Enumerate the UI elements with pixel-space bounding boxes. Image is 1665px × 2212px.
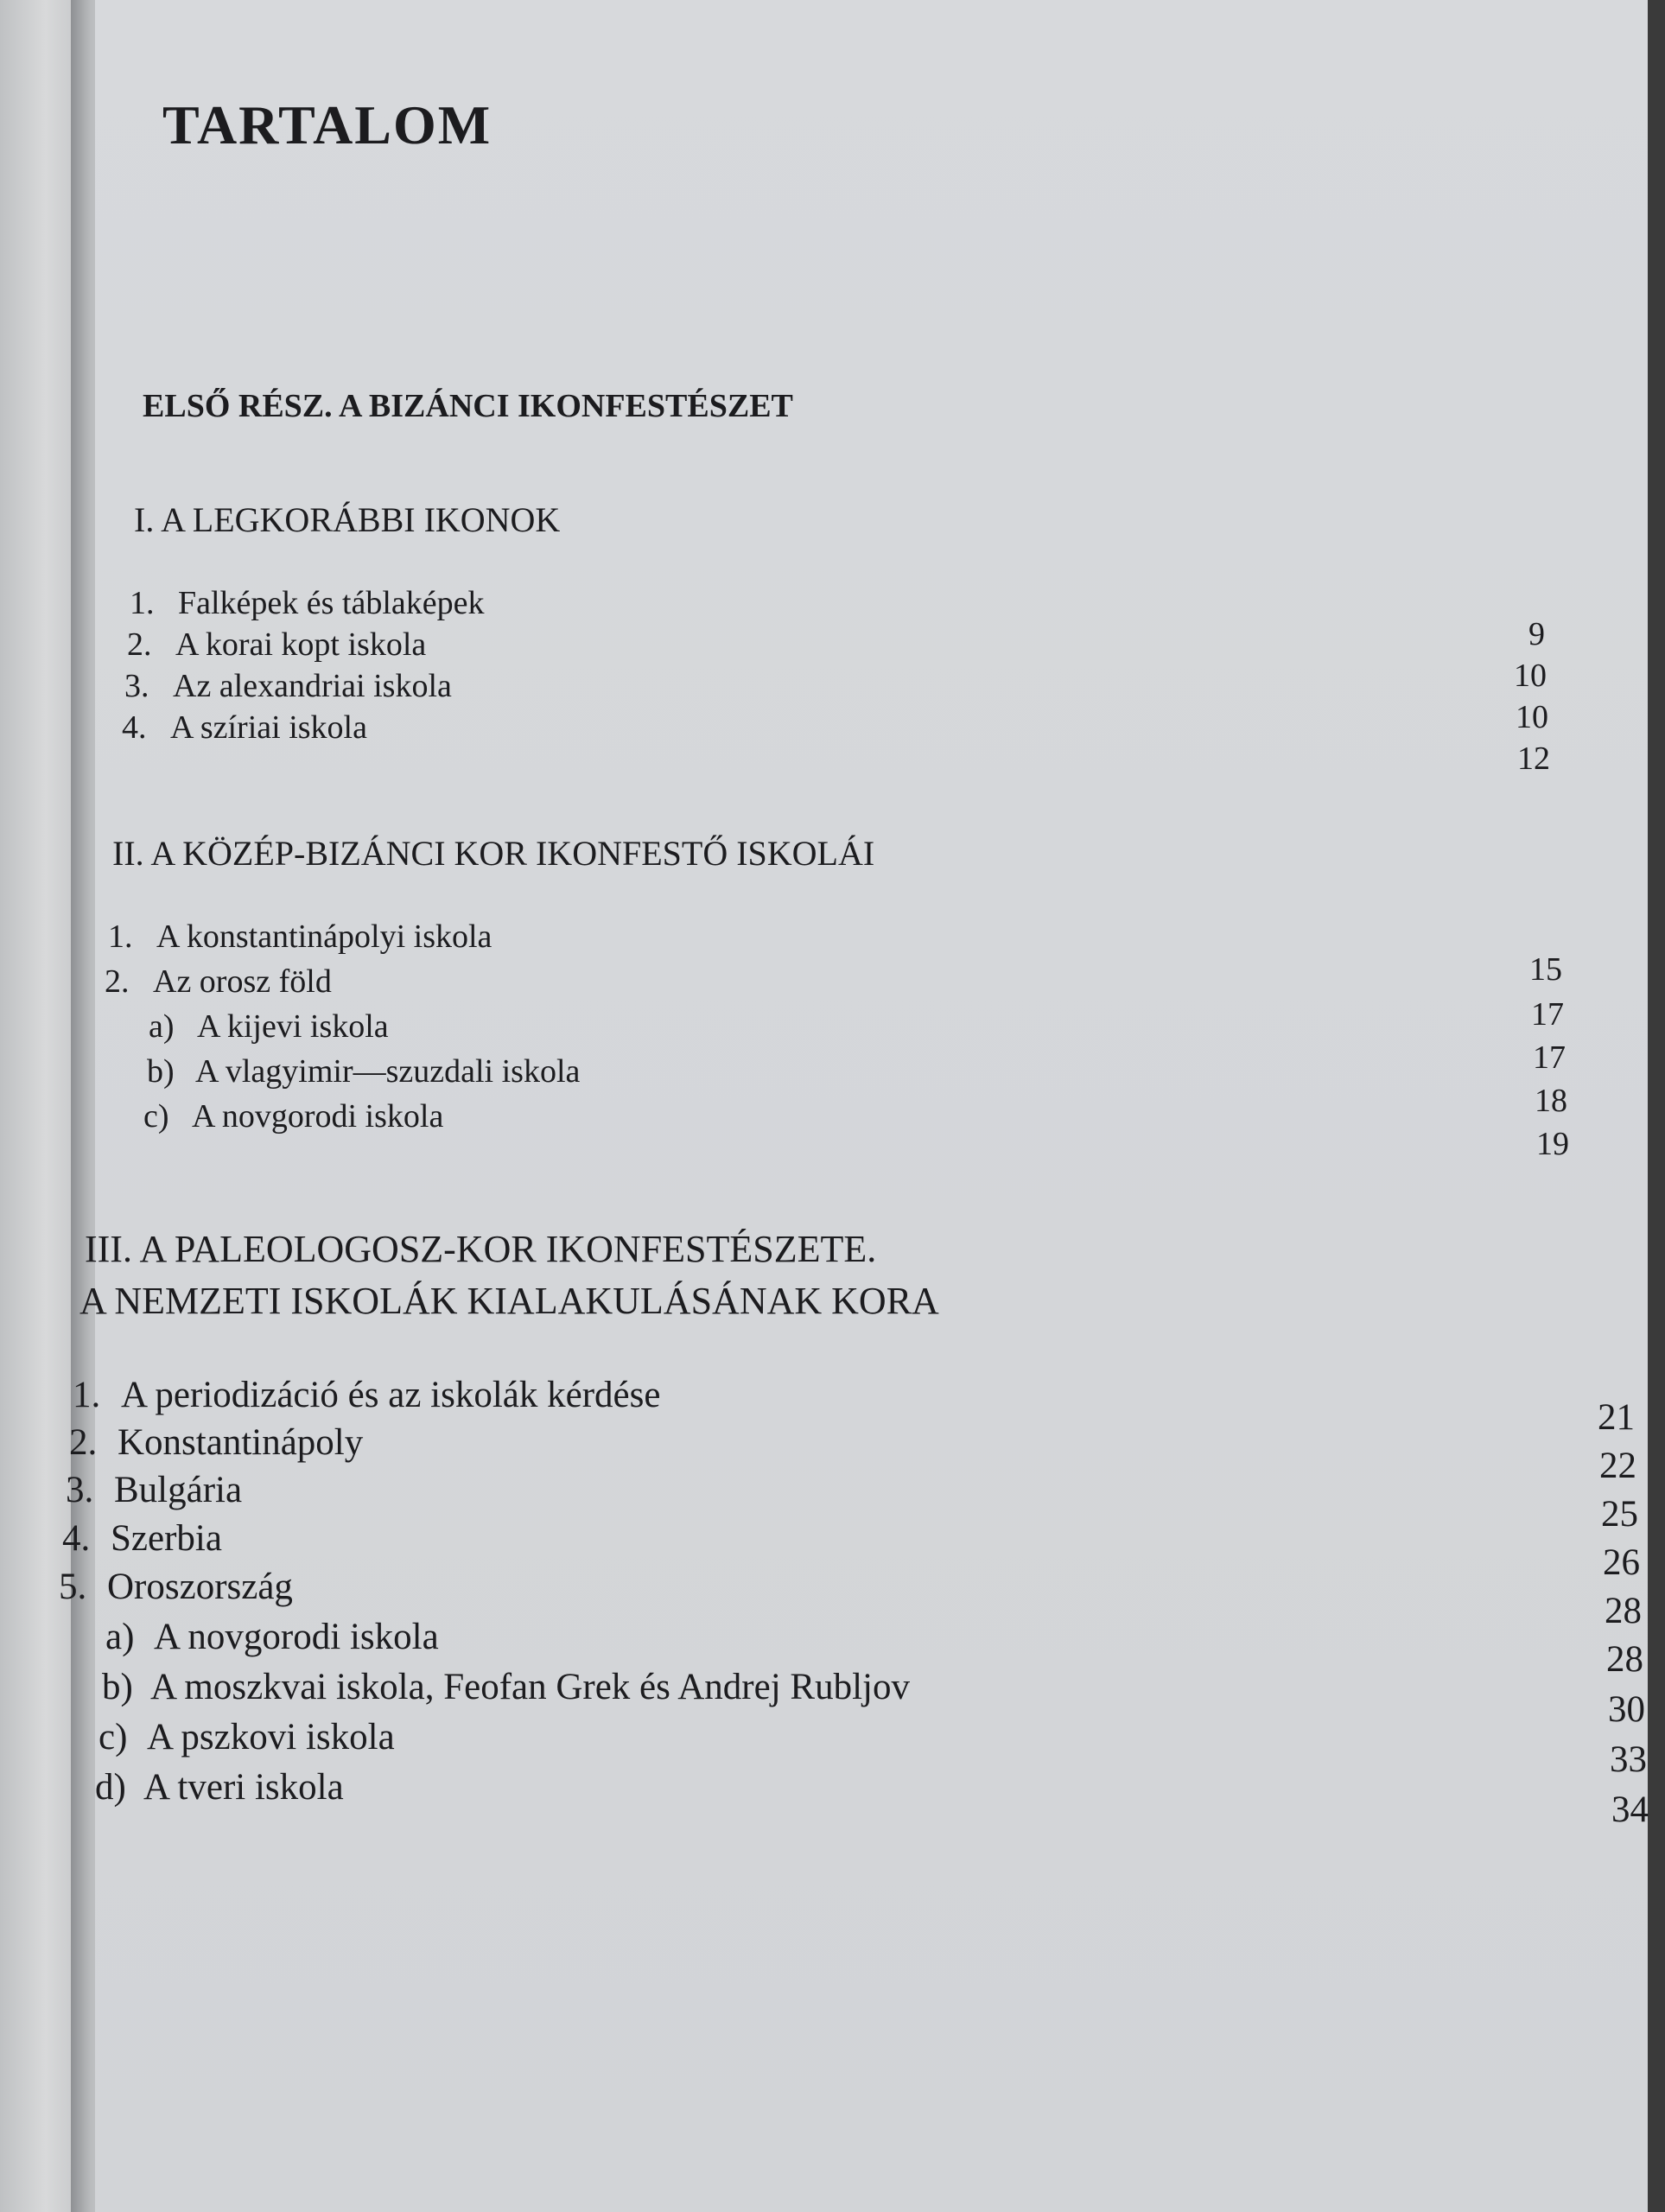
entry-text: Szerbia	[111, 1518, 222, 1559]
entry-text: Az orosz föld	[153, 963, 332, 1000]
entry-number: 3.	[66, 1470, 94, 1510]
toc-entry	[102, 1666, 910, 1708]
entry-text: A kijevi iskola	[197, 1008, 389, 1045]
page-number: 30	[1608, 1689, 1645, 1730]
entry-number: 1.	[73, 1375, 101, 1415]
facing-page-edge	[0, 0, 76, 2212]
entry-text: A pszkovi iskola	[147, 1717, 395, 1758]
entry-number: 1.	[108, 918, 133, 955]
page-number: 33	[1610, 1739, 1647, 1780]
entry-number: 2.	[105, 963, 130, 1000]
toc-entry	[149, 1007, 389, 1046]
page-number: 28	[1605, 1591, 1642, 1631]
page-number: 25	[1601, 1494, 1638, 1535]
entry-number: 4.	[122, 709, 147, 746]
entry-number: 2.	[127, 626, 152, 663]
toc-entry	[66, 1469, 242, 1511]
entry-number: a)	[149, 1008, 175, 1045]
entry-number: b)	[102, 1667, 133, 1707]
entry-text: Konstantinápoly	[118, 1422, 364, 1463]
entry-text: A novgorodi iskola	[154, 1617, 439, 1657]
page-number: 28	[1606, 1639, 1643, 1680]
page-number: 12	[1517, 741, 1550, 777]
page-number: 9	[1528, 616, 1545, 652]
toc-entry	[124, 667, 452, 705]
entry-text: Bulgária	[114, 1470, 243, 1510]
page-number: 15	[1529, 951, 1562, 988]
entry-text: A konstantinápolyi iskola	[156, 918, 493, 955]
entry-text: Az alexandriai iskola	[173, 668, 452, 704]
entry-text: A szíriai iskola	[170, 709, 367, 746]
section-title: I. A LEGKORÁBBI IKONOK	[134, 500, 561, 539]
entry-number: 5.	[59, 1567, 87, 1607]
entry-text: A vlagyimir—szuzdali iskola	[195, 1053, 581, 1090]
entry-text: A novgorodi iskola	[192, 1098, 444, 1135]
section-title-line2: A NEMZETI ISKOLÁK KIALAKULÁSÁNAK KORA	[79, 1280, 939, 1322]
entry-number: a)	[105, 1617, 135, 1657]
toc-entry	[143, 1097, 443, 1135]
section-title: II. A KÖZÉP-BIZÁNCI KOR IKONFESTŐ ISKOLÁI	[112, 834, 875, 873]
right-background	[1648, 0, 1665, 2212]
page-number: 10	[1516, 699, 1548, 735]
toc-entry	[73, 1374, 660, 1416]
entry-text: A moszkvai iskola, Feofan Grek és Andrej Rubljov	[150, 1667, 910, 1707]
page-number: 26	[1603, 1542, 1640, 1583]
toc-entry	[59, 1566, 293, 1608]
page-number: 22	[1599, 1446, 1636, 1486]
part-heading: ELSŐ RÉSZ. A BIZÁNCI IKONFESTÉSZET	[143, 388, 793, 424]
page-number: 34	[1611, 1789, 1649, 1830]
entry-number: c)	[99, 1717, 128, 1758]
page-number: 21	[1598, 1397, 1635, 1438]
toc-entry	[99, 1716, 395, 1758]
page-number: 18	[1535, 1083, 1567, 1119]
toc-entry	[105, 1616, 439, 1658]
entry-number: 3.	[124, 668, 149, 704]
entry-text: A korai kopt iskola	[175, 626, 427, 663]
entry-number: 1.	[130, 585, 155, 621]
page-number: 19	[1536, 1126, 1569, 1162]
entry-text: Falképek és táblaképek	[178, 585, 485, 621]
page-number: 17	[1531, 996, 1564, 1033]
entry-number: c)	[143, 1098, 169, 1135]
toc-entry	[108, 918, 492, 956]
page-title: TARTALOM	[162, 94, 493, 156]
toc-entry	[130, 584, 485, 622]
section-title-line1: III. A PALEOLOGOSZ-KOR IKONFESTÉSZETE.	[85, 1228, 877, 1270]
entry-number: 4.	[62, 1518, 91, 1559]
entry-number: 2.	[69, 1422, 98, 1463]
page-number: 10	[1514, 658, 1547, 694]
toc-entry	[122, 709, 367, 747]
entry-text: A periodizáció és az iskolák kérdése	[121, 1375, 661, 1415]
entry-text: A tveri iskola	[143, 1767, 344, 1808]
toc-entry	[105, 963, 332, 1001]
toc-entry	[69, 1421, 363, 1464]
toc-entry	[95, 1766, 344, 1808]
entry-number: d)	[95, 1767, 126, 1808]
page-number: 17	[1533, 1039, 1566, 1076]
toc-entry	[127, 626, 426, 664]
toc-entry	[147, 1052, 580, 1090]
entry-text: Oroszország	[107, 1567, 293, 1607]
entry-number: b)	[147, 1053, 175, 1090]
toc-entry	[62, 1517, 222, 1560]
